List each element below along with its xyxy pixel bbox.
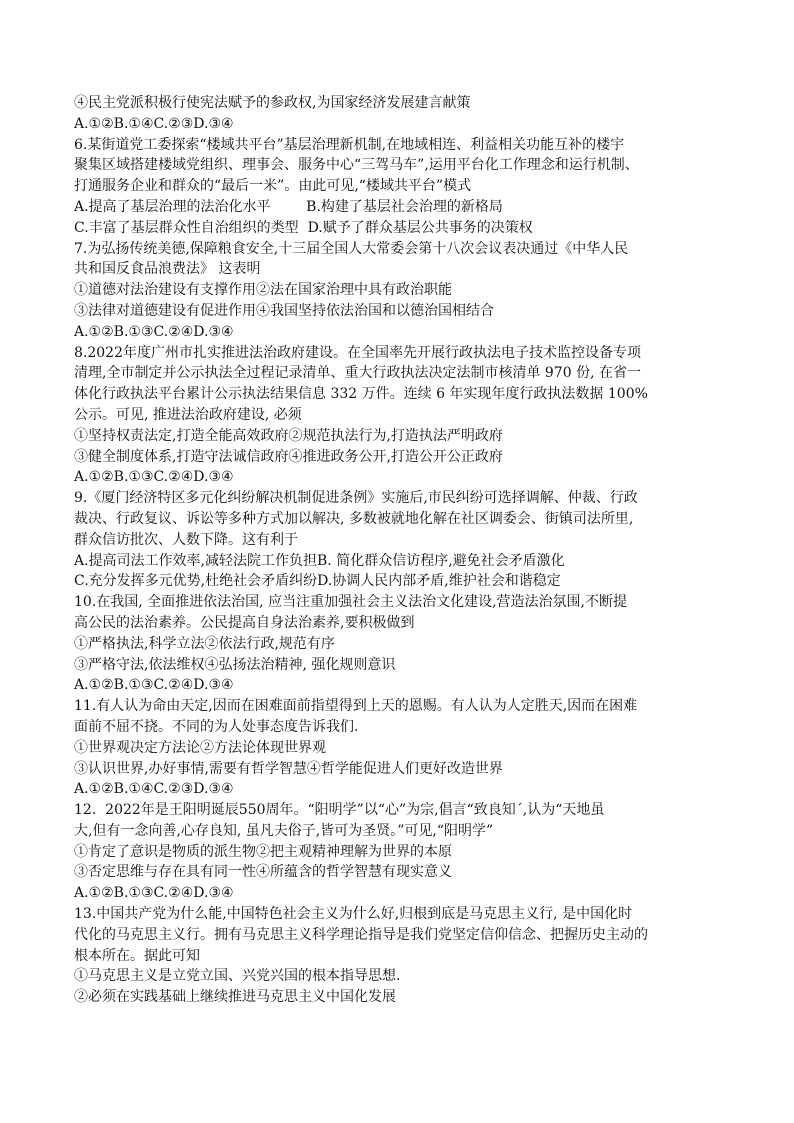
answer-options: A.①②B.①③C.②④D.③④ [74,469,234,486]
answer-options: C.充分发挥多元优势,杜绝社会矛盾纠纷D.协调人民内部矛盾,维护社会和谐稳定 [74,573,561,590]
text-line: 面前不屈不挠。不同的为人处事态度告诉我们. [74,718,359,735]
text-line: 高公民的法治素养。公民提高自身法治素养,要积极做到 [74,614,415,631]
answer-options: C.丰富了基层群众性自治组织的类型 D.赋予了群众基层公共事务的决策权 [74,219,533,236]
text-line: 大,但有一念向善,心存良知, 虽凡夫俗子,皆可为圣贤。”可见,“阳明学” [74,822,494,839]
text-line: 根本所在。据此可知 [74,947,200,964]
question-12: 12. 2022年是王阳明诞辰550周年。“阳明学”以“心”为宗,倡言“致良知ˊ,认为“天地虽 [74,802,605,819]
text-line: 体化行政执法平台累计公示执法结果信息 332 万件。连续 6 年实现年度行政执法数据 100% [74,386,648,403]
text-line: 公示。可见, 推进法治政府建设, 必须 [74,406,302,423]
question-6: 6.某街道党工委探索“楼域共平台”基层治理新机制,在地域相连、利益相关功能互补的楼宇 [74,136,625,153]
text-line: 群众信访批次、人数下降。这有利于 [74,531,298,548]
text-line: ①道德对法治建设有支撑作用②法在国家治理中具有政治职能 [74,282,452,299]
text-line: ③否定思维与存在具有同一性④所蕴含的哲学智慧有现实意义 [74,864,452,881]
text-line: 清理,全市制定并公示执法全过程记录清单、重大行政执法决定法制市核清单 970 份, 在省一 [74,365,641,382]
question-9: 9.《厦门经济特区多元化纠纷解决机制促进条例》实施后,市民纠纷可选择调解、仲裁、行政 [74,490,638,507]
answer-options: A.提高了基层治理的法治化水平 B.构建了基层社会治理的新格局 [74,198,503,215]
text-line: ③法律对道德建设有促进作用④我国坚持依法治国和以德治国相结合 [74,302,494,319]
answer-options: A.①②B.①③C.②④D.③④ [74,323,234,340]
text-line: ①严格执法,科学立法②依法行政,规范有序 [74,635,335,652]
text-line: ②必须在实践基础上继续推进马克思主义中国化发展 [74,989,396,1006]
question-11: 11.有人认为命由天定,因而在困难面前指望得到上天的恩赐。有人认为人定胜天,因而在困难 [74,698,638,715]
answer-options: A.①②B.①④C.②③D.③④ [74,781,234,798]
answer-options: A.①②B.①③C.②④D.③④ [74,677,234,694]
text-line: 代化的马克思主义行。拥有马克思主义科学理论指导是我们党坚定信仰信念、把握历史主动的 [74,926,648,943]
answer-options: A.①②B.①④C.②③D.③④ [74,115,234,132]
question-10: 10.在我国, 全面推进依法治国, 应当注重加强社会主义法治文化建设,营造法治氛围,不断提 [74,594,627,611]
question-7: 7.为弘扬传统美德,保障粮食安全,十三届全国人大常委会第十八次会议表决通过《中华人民 [74,240,629,257]
text-line: ③健全制度体系,打造守法诚信政府④推进政务公开,打造公开公正政府 [74,448,503,465]
text-line: 打通服务企业和群众的“最后一米”。由此可见,“楼域共平台”模式 [74,178,472,195]
text-line: ③严格守法,依法维权④弘扬法治精神, 强化规则意识 [74,656,396,673]
answer-options: A.①②B.①③C.②④D.③④ [74,885,234,902]
text-line: 聚集区域搭建楼域党组织、理事会、服务中心“三驾马车”,运用平台化工作理念和运行机制、 [74,157,639,174]
text-line: ④民主党派积极行使宪法赋予的参政权,为国家经济发展建言献策 [74,95,471,111]
answer-options: A.提高司法工作效率,减轻法院工作负担B. 简化群众信访程序,避免社会矛盾激化 [74,552,565,569]
text-line: ③认识世界,办好事情,需要有哲学智慧④哲学能促进人们更好改造世界 [74,760,503,777]
text-line: ①世界观决定方法论②方法论体现世界观 [74,739,326,756]
text-line: 共和国反食品浪费法》 这表明 [74,261,261,278]
question-8: 8.2022年度广州市扎实推进法治政府建设。在全国率先开展行政执法电子技术监控设备专项 [74,344,641,361]
text-line: ①肯定了意识是物质的派生物②把主观精神理解为世界的本原 [74,843,452,860]
text-line: 裁决、行政复议、诉讼等多种方式加以解决, 多数被就地化解在社区调委会、街镇司法所里, [74,510,634,527]
text-line: ①马克思主义是立党立国、兴党兴国的根本指导思想. [74,968,401,985]
question-13: 13.中国共产党为什么能,中国特色社会主义为什么好,归根到底是马克思主义行, 是中国化时 [74,906,633,923]
text-line: ①坚持权责法定,打造全能高效政府②规范执法行为,打造执法严明政府 [74,427,503,444]
